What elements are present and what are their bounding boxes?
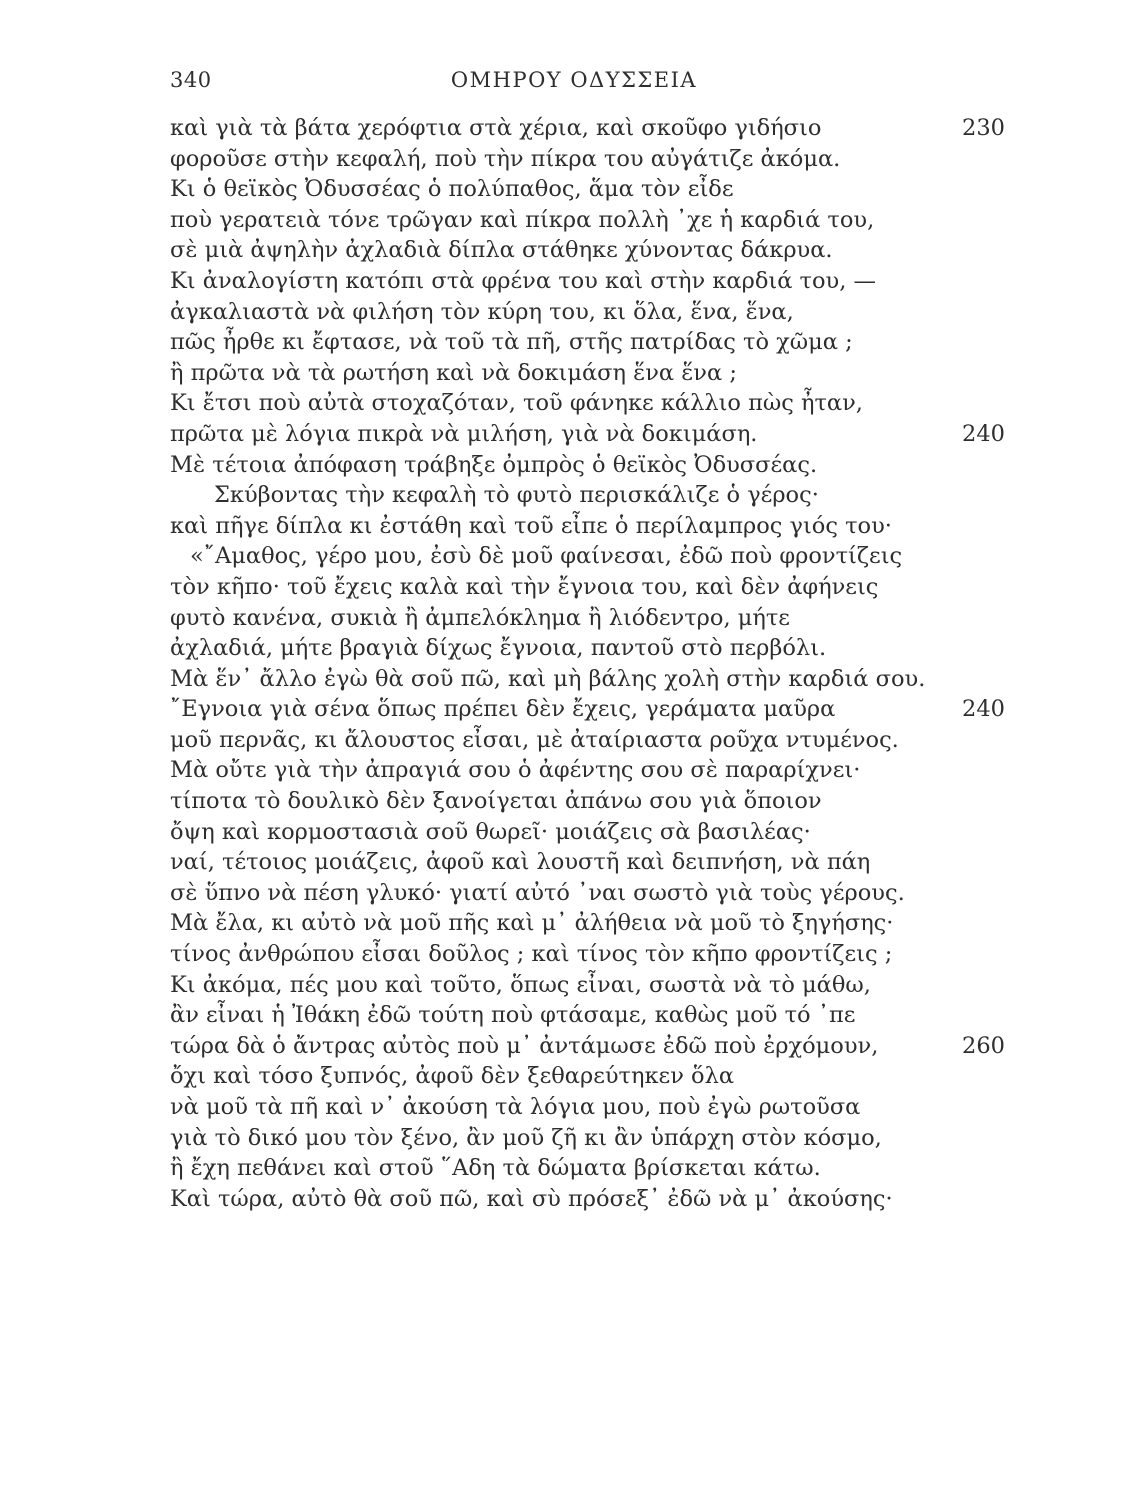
verse-line	[0, 450, 1148, 481]
line-number: 240	[962, 420, 1005, 447]
verse-text: σὲ μιὰ ἀψηλὴν ἀχλαδιὰ δίπλα στάθηκε χύνοντας δάκρυα.	[170, 237, 833, 264]
verse-text: «῎Αμαθος, γέρο μου, ἐσὺ δὲ μοῦ φαίνεσαι, ἐδῶ ποὺ φροντίζεις	[190, 543, 903, 570]
verse-line	[0, 878, 1148, 909]
verse-line	[0, 664, 1148, 695]
verse-text: ὄχι καὶ τόσο ξυπνός, ἀφοῦ δὲν ξεθαρεύτηκεν ὅλα	[170, 1063, 735, 1090]
verse-text: ἢ πρῶτα νὰ τὰ ρωτήση καὶ νὰ δοκιμάση ἕνα ἕνα ;	[170, 359, 737, 386]
verse-text: Καὶ τώρα, αὐτὸ θὰ σοῦ πῶ, καὶ σὺ πρόσεξ᾿ ἐδῶ νὰ μ᾿ ἀκούσης·	[170, 1185, 893, 1212]
line-number: 260	[962, 1032, 1005, 1059]
verse-line	[0, 572, 1148, 603]
verse-text: Κι ἀναλογίστη κατόπι στὰ φρένα του καὶ στὴν καρδιά του, —	[170, 267, 877, 294]
verse-text: μοῦ περνᾶς, κι ἄλουστος εἶσαι, μὲ ἀταίριαστα ροῦχα ντυμένος.	[170, 726, 899, 753]
verse-line	[0, 480, 1148, 511]
verse-line	[0, 205, 1148, 236]
verse-line	[0, 297, 1148, 328]
verse-line	[0, 511, 1148, 542]
verse-line	[0, 1031, 1148, 1062]
verse-text: ὄψη καὶ κορμοστασιὰ σοῦ θωρεῖ· μοιάζεις σὰ βασιλέας·	[170, 818, 811, 845]
verse-text: νὰ μοῦ τὰ πῆ καὶ ν᾿ ἀκούση τὰ λόγια μου, ποὺ ἐγὼ ρωτοῦσα	[170, 1094, 861, 1120]
verse-line	[0, 1184, 1148, 1215]
verse-text: ποὺ γερατειὰ τόνε τρῶγαν καὶ πίκρα πολλὴ ᾿χε ἡ καρδιά του,	[170, 206, 875, 233]
line-number: 230	[962, 115, 1005, 141]
verse-text: ἀγκαλιαστὰ νὰ φιλήση τὸν κύρη του, κι ὅλα, ἕνα, ἕνα,	[170, 298, 794, 325]
verse-line	[0, 1123, 1148, 1154]
verse-line	[0, 755, 1148, 786]
verse-line	[0, 939, 1148, 970]
verse-line	[0, 235, 1148, 266]
verse-text: σὲ ὕπνο νὰ πέση γλυκό· γιατί αὐτό ᾿ναι σωστὸ γιὰ τοὺς γέρους.	[170, 879, 905, 906]
verse-line	[0, 908, 1148, 939]
verse-text: Μὲ τέτοια ἀπόφαση τράβηξε ὀμπρὸς ὁ θεϊκὸς Ὀδυσσέας.	[170, 451, 818, 478]
verse-text: φοροῦσε στὴν κεφαλή, ποὺ τὴν πίκρα του αὐγάτιζε ἀκόμα.	[170, 145, 841, 172]
verse-text: ἂν εἶναι ἡ Ἰθάκη ἐδῶ τούτη ποὺ φτάσαμε, καθὼς μοῦ τό ᾿πε	[170, 1002, 856, 1029]
verse-text: τώρα δὰ ὁ ἄντρας αὐτὸς ποὺ μ᾿ ἀντάμωσε ἐδῶ ποὺ ἐρχόμουν,	[170, 1032, 879, 1059]
verse-line	[0, 725, 1148, 756]
verse-text: καὶ γιὰ τὰ βάτα χερόφτια στὰ χέρια, καὶ σκοῦφο γιδήσιο	[170, 115, 822, 141]
verse-line	[0, 603, 1148, 634]
verse-text: τίνος ἀνθρώπου εἶσαι δοῦλος ; καὶ τίνος τὸν κῆπο φροντίζεις ;	[170, 941, 893, 968]
verse-text: Κι ἀκόμα, πές μου καὶ τοῦτο, ὅπως εἶναι, σωστὰ νὰ τὸ μάθω,	[170, 971, 871, 998]
verse-text: καὶ πῆγε δίπλα κι ἐστάθη καὶ τοῦ εἶπε ὁ περίλαμπρος γιός του·	[170, 512, 892, 539]
verse-line	[0, 817, 1148, 848]
verse-line	[0, 633, 1148, 664]
verse-line	[0, 327, 1148, 358]
verse-line	[0, 144, 1148, 175]
verse-line	[0, 786, 1148, 817]
verse-text: γιὰ τὸ δικό μου τὸν ξένο, ἂν μοῦ ζῆ κι ἂν ὑπάρχη στὸν κόσμο,	[170, 1124, 882, 1151]
verse-text: φυτὸ κανένα, συκιὰ ἢ ἀμπελόκλημα ἢ λιόδεντρο, μήτε	[170, 604, 790, 631]
verse-text: ἀχλαδιά, μήτε βραγιὰ δίχως ἔγνοια, παντοῦ στὸ περβόλι.	[170, 635, 827, 662]
verse-line	[0, 1061, 1148, 1092]
verse-text: πρῶτα μὲ λόγια πικρὰ νὰ μιλήση, γιὰ νὰ δοκιμάση.	[170, 420, 758, 447]
verse-line	[0, 970, 1148, 1001]
verse-line	[0, 694, 1148, 725]
verse-text: Κι ἔτσι ποὺ αὐτὰ στοχαζόταν, τοῦ φάνηκε κάλλιο πὼς ἦταν,	[170, 390, 863, 417]
verse-line	[0, 113, 1148, 144]
verse-text: ναί, τέτοιος μοιάζεις, ἀφοῦ καὶ λουστῆ καὶ δειπνήση, νὰ πάη	[170, 849, 871, 876]
verse-text: τίποτα τὸ δουλικὸ δὲν ξανοίγεται ἀπάνω σου γιὰ ὅποιον	[170, 788, 822, 815]
verse-block	[0, 113, 1148, 1214]
verse-line	[0, 388, 1148, 419]
verse-text: Μὰ οὔτε γιὰ τὴν ἀπραγιά σου ὁ ἀφέντης σου σὲ παραρίχνει·	[170, 757, 861, 784]
verse-text: ἢ ἔχη πεθάνει καὶ στοῦ ῞Αδη τὰ δώματα βρίσκεται κάτω.	[170, 1155, 821, 1182]
verse-line	[0, 1153, 1148, 1184]
verse-text: ῎Εγνοια γιὰ σένα ὅπως πρέπει δὲν ἔχεις, γεράματα μαῦρα	[170, 696, 836, 723]
verse-line	[0, 419, 1148, 450]
page-number: 340	[170, 68, 212, 92]
verse-line	[0, 266, 1148, 297]
verse-text: Σκύβοντας τὴν κεφαλὴ τὸ φυτὸ περισκάλιζε ὁ γέρος·	[214, 482, 819, 509]
running-head	[0, 68, 1148, 98]
book-title: ΟΜΗΡΟΥ ΟΔΥΣΣΕΙΑ	[450, 68, 698, 92]
verse-line	[0, 358, 1148, 389]
verse-text: Μὰ ἕν᾿ ἄλλο ἐγὼ θὰ σοῦ πῶ, καὶ μὴ βάλης χολὴ στὴν καρδιά σου.	[170, 665, 926, 692]
line-number: 240	[962, 696, 1005, 723]
verse-line	[0, 1000, 1148, 1031]
verse-line	[0, 847, 1148, 878]
verse-line	[0, 174, 1148, 205]
verse-text: τὸν κῆπο· τοῦ ἔχεις καλὰ καὶ τὴν ἔγνοια του, καὶ δὲν ἀφήνεις	[170, 573, 879, 600]
verse-text: πῶς ἦρθε κι ἔφτασε, νὰ τοῦ τὰ πῆ, στῆς πατρίδας τὸ χῶμα ;	[170, 329, 853, 356]
verse-line	[0, 541, 1148, 572]
verse-line	[0, 1092, 1148, 1123]
verse-text: Κι ὁ θεϊκὸς Ὀδυσσέας ὁ πολύπαθος, ἅμα τὸν εἶδε	[170, 176, 734, 203]
verse-text: Μὰ ἔλα, κι αὐτὸ νὰ μοῦ πῆς καὶ μ᾿ ἀλήθεια νὰ μοῦ τὸ ξηγήσης·	[170, 910, 894, 937]
